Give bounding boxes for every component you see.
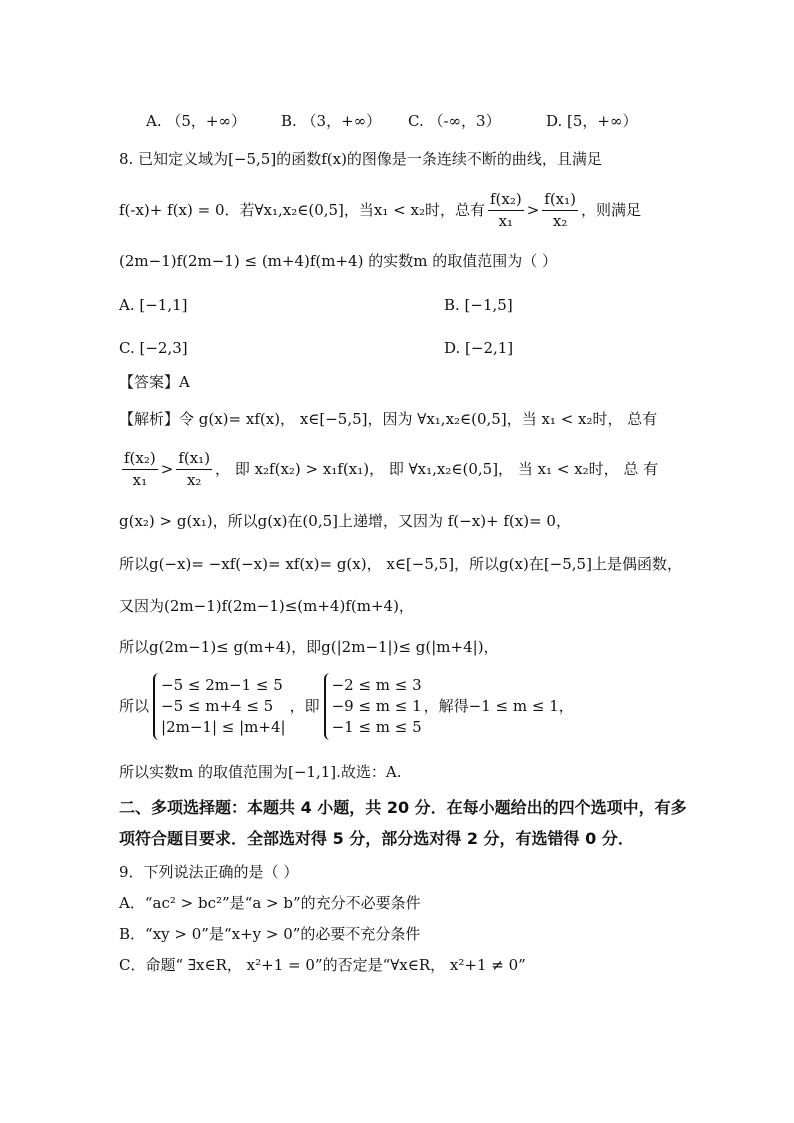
system-mid: ，即 [289, 697, 320, 715]
system2-row: −9 ≤ m ≤ 1 [331, 697, 422, 715]
q8-fraction-2 [542, 191, 578, 229]
system-prefix: 所以 [119, 697, 150, 715]
q9-stem: 9．下列说法正确的是（ ） [119, 863, 299, 881]
inequality-system-1 [153, 673, 286, 740]
q8-option-d: D. [−2,1] [444, 339, 514, 357]
system1-row: |2m−1| ≤ |m+4| [161, 718, 286, 736]
system2-row: −1 ≤ m ≤ 5 [331, 718, 422, 736]
analysis-line2 [119, 450, 658, 488]
q9-option-a: A．“ac² > bc²”是“a > b”的充分不必要条件 [119, 894, 421, 912]
q8-stem-line1: 8. 已知定义域为[−5,5]的函数f(x)的图像是一条连续不断的曲线，且满足 [119, 150, 602, 168]
q7-option-b: B. （3，+∞） [281, 112, 382, 130]
analysis-frac1-numerator: f(x₂) [122, 450, 158, 470]
analysis-line2-rest: ， 即 x₂f(x₂) > x₁f(x₁)， 即 ∀x₁,x₂∈(0,5]， 当 x₁ < x₂时， 总 有 [215, 459, 659, 478]
q8-frac1-denominator: x₁ [498, 211, 514, 230]
system2-row: −2 ≤ m ≤ 3 [331, 676, 422, 694]
analysis-fraction-1 [122, 450, 158, 488]
q8-option-b: B. [−1,5] [444, 296, 513, 314]
analysis-frac2-numerator: f(x₁) [176, 450, 212, 470]
q8-stem-line2 [119, 191, 641, 229]
q8-option-c: C. [−2,3] [119, 339, 188, 357]
analysis-line5: 又因为(2m−1)f(2m−1)≤(m+4)f(m+4)， [119, 597, 414, 615]
q7-option-a: A. （5，+∞） [146, 112, 246, 130]
system1-row: −5 ≤ 2m−1 ≤ 5 [161, 676, 283, 694]
section2-heading-line2: 项符合题目要求．全部选对得 5 分，部分选对得 2 分，有选错得 0 分． [119, 829, 634, 848]
answer-label: 【答案】A [119, 373, 190, 391]
q8-line2-text-b: ，则满足 [581, 200, 642, 219]
inequality-system-2 [324, 673, 422, 740]
q8-option-a: A. [−1,1] [119, 296, 188, 314]
analysis-conclusion: 所以实数m 的取值范围为[−1,1].故选：A. [119, 763, 402, 781]
analysis-line4: 所以g(−x)= −xf(−x)= xf(x)= g(x)， x∈[−5,5]，所以g(x)在[−5,5]上是偶函数， [119, 555, 682, 573]
section2-heading-line1: 二、多项选择题：本题共 4 小题，共 20 分．在每小题给出的四个选项中，有多 [119, 798, 687, 817]
q8-line2-gt: > [526, 200, 540, 219]
analysis-frac1-denominator: x₁ [132, 470, 148, 489]
q9-option-c: C．命题“ ∃x∈R， x²+1 = 0”的否定是“∀x∈R， x²+1 ≠ 0” [119, 956, 526, 974]
analysis-system-row [119, 673, 574, 740]
q7-option-c: C. （-∞，3） [408, 112, 501, 130]
q8-stem-line3: (2m−1)f(2m−1) ≤ (m+4)f(m+4) 的实数m 的取值范围为（ ） [119, 252, 557, 270]
system1-row: −5 ≤ m+4 ≤ 5 [161, 697, 274, 715]
q8-frac1-numerator: f(x₂) [488, 191, 524, 211]
analysis-line6: 所以g(2m−1)≤ g(m+4)，即g(|2m−1|)≤ g(|m+4|)， [119, 638, 499, 656]
q7-option-d: D. [5，+∞） [546, 112, 638, 130]
q8-frac2-numerator: f(x₁) [542, 191, 578, 211]
q8-frac2-denominator: x₂ [552, 211, 568, 230]
system-suffix: ，解得−1 ≤ m ≤ 1， [423, 697, 574, 715]
analysis-line1: 【解析】令 g(x)= xf(x)， x∈[−5,5]，因为 ∀x₁,x₂∈(0,5]，当 x₁ < x₂时， 总有 [119, 410, 658, 428]
analysis-frac2-denominator: x₂ [186, 470, 202, 489]
analysis-line3: g(x₂) > g(x₁)，所以g(x)在(0,5]上递增，又因为 f(−x)+ f(x)= 0， [119, 512, 571, 530]
analysis-line2-gt: > [160, 459, 174, 478]
q8-line2-text-a: f(-x)+ f(x) = 0．若∀x₁,x₂∈(0,5]，当x₁ < x₂时，总有 [119, 200, 485, 219]
analysis-fraction-2 [176, 450, 212, 488]
q9-option-b: B．“xy > 0”是“x+y > 0”的必要不充分条件 [119, 925, 421, 943]
q8-fraction-1 [488, 191, 524, 229]
